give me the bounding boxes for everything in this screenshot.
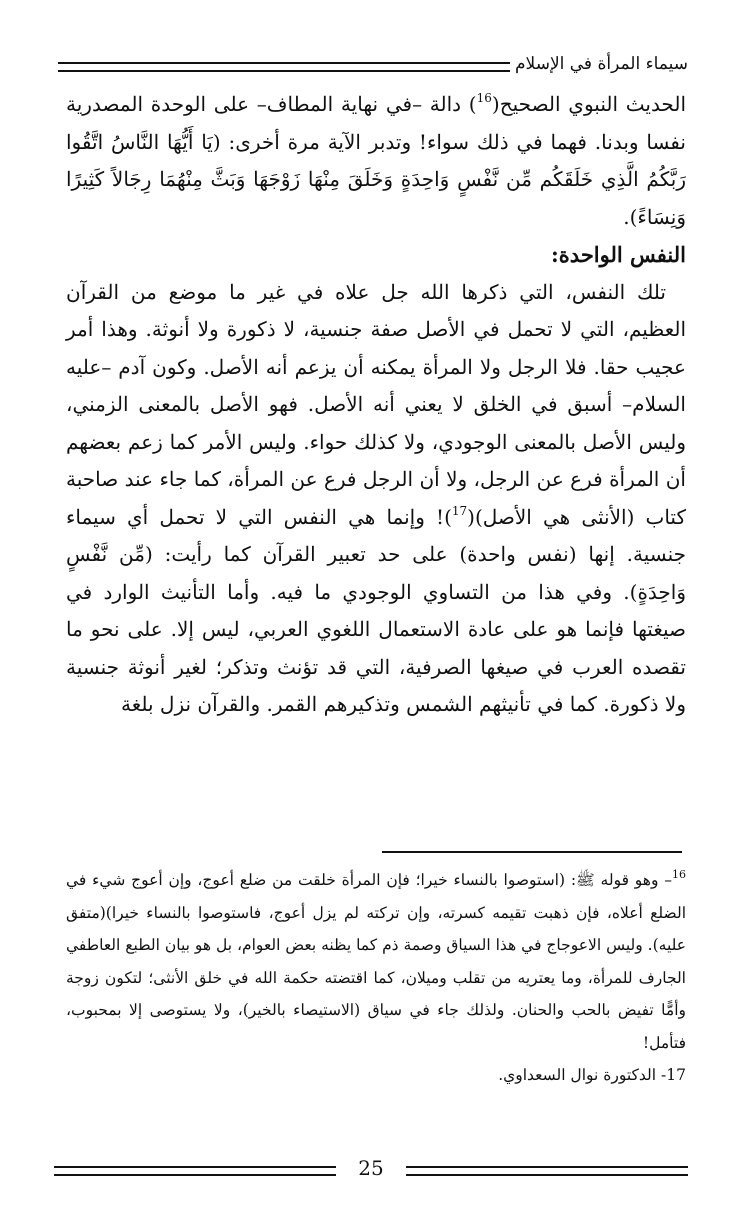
footnote-17: 17- الدكتورة نوال السعداوي. [498, 1066, 686, 1084]
running-header [58, 52, 688, 82]
page-footer [54, 1156, 688, 1192]
footnotes [66, 864, 686, 1092]
footnote-ref-16[interactable]: 16 [476, 91, 492, 105]
header-double-rule [58, 62, 510, 72]
footnote-separator [382, 851, 682, 853]
footnote-16-number: 16 [672, 868, 686, 881]
main-text [66, 86, 686, 724]
running-header-title: سيماء المرأة في الإسلام [515, 54, 688, 74]
section-heading: النفس الواحدة: [551, 242, 686, 267]
footnote-ref-17[interactable]: 17 [451, 503, 468, 518]
footnote-16: $^{16}$– وهو قوله ﷺ: (استوصوا بالنساء خيرا؛ فإن المرأة خلقت من ضلع أعوج، وإن أعوج شيء في الضلع أعلاه، فإن ذهبت تقيمه كسرته، وإن تركته لم يزل أعوج، فاستوصوا بالنساء خيرا)(متفق عليه). وليس الاعوجاج في هذا السياق وصمة ذم كما يظنه بعض العوام، بل هو بيان الطبع العاطفي الجارف للمرأة، وما يعتريه من تقلب وميلان، كما اقتضته حكمة الله في خلق الأنثى؛ لتكون زوجة وأمًّا تفيض بالحب والحنان. ولذلك جاء في سياق (الاستيصاء بالخير)، ولا يستوصى إلا بمحبوب، فتأمل! [66, 868, 686, 1052]
page-number: 25 [358, 1156, 384, 1180]
paragraph-2: تلك النفس، التي ذكرها الله جل علاه في غير ما موضع من القرآن العظيم، التي لا تحمل في الأصل صفة جنسية، لا ذكورة ولا أنوثة. وهذا أمر عجيب حقا. فلا الرجل ولا المرأة يمكنه أن يزعم أنه الأصل. وكون آدم –عليه السلام– أسبق في الخلق لا يعني أنه الأصل. فهو الأصل بالمعنى الزمني، وليس الأصل بالمعنى الوجودي، ولا كذلك حواء. وليس الأمر كما زعم بعضهم أن المرأة فرع عن الرجل، ولا أن الرجل فرع عن المرأة، كما جاء عند صاحبة كتاب (الأنثى هي الأصل)($^{17}$)! وإنما هي النفس التي لا تحمل أي سيماء جنسية. إنها (نفس واحدة) على حد تعبير القرآن كما رأيت: (مِّن نَّفْسٍ وَاحِدَةٍ). وفي هذا من التساوي الوجودي ما فيه. وأما التأنيث الوارد في صيغتها فإنما هو على عادة الاستعمال اللغوي العربي، ليس إلا. على نحو ما تقصده العرب في صيغها الصرفية، التي قد تؤنث وتذكر؛ لغير أنوثة جنسية ولا ذكورة. كما في تأنيثهم الشمس وتذكيرهم القمر. والقرآن نزل بلغة [66, 279, 686, 716]
paragraph-1: الحديث النبوي الصحيح($^{16}$) دالة –في نهاية المطاف– على الوحدة المصدرية نفسا وبدنا. فهما في ذلك سواء! وتدبر الآية مرة أخرى: (يَا أَيُّهَا النَّاسُ اتَّقُوا رَبَّكُمُ الَّذِي خَلَقَكُم مِّن نَّفْسٍ وَاحِدَةٍ وَخَلَقَ مِنْهَا زَوْجَهَا وَبَثَّ مِنْهُمَا رِجَالاً كَثِيرًا وَنِسَاءً). [66, 91, 686, 229]
footer-rule-right [406, 1166, 688, 1176]
